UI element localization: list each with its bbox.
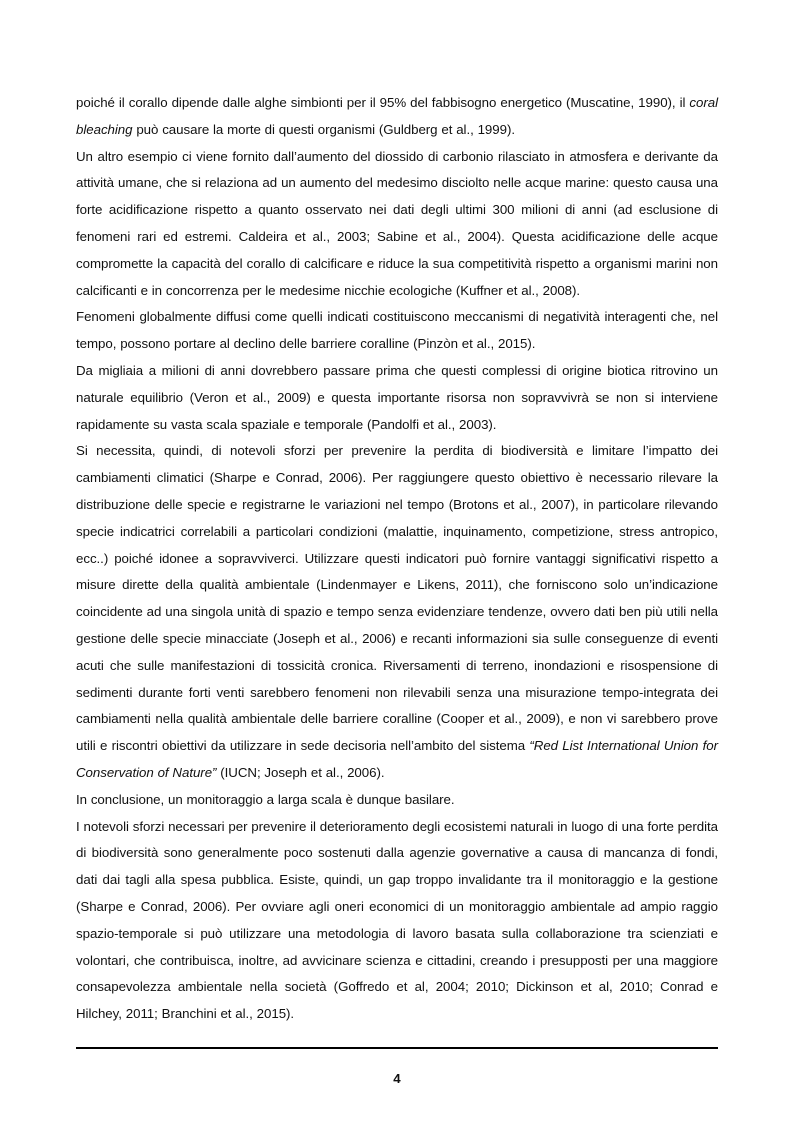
paragraph-5-text-b: (IUCN; Joseph et al., 2006). [216,764,385,780]
paragraph-3 [76,304,718,358]
paragraph-5-text-a: Si necessita, quindi, di notevoli sforzi per prevenire la perdita di biodiversità e limitare l’impatto dei cambiamenti climatici (Sharpe e Conrad, 2006). Per raggiungere questo obiettivo è necessario rilevare la distribuzione delle specie e registrarne le variazioni nel tempo (Brotons et al., 2007), in particolare rilevando specie indicatrici correlabili a particolari condizioni (malattie, inquinamento, competizione, stress antropico, ecc..) poiché idonee a sopravviverci. Utilizzare questi indicatori può fornire vantaggi significativi rispetto a misure dirette della qualità ambientale (Lindenmayer e Likens, 2011), che forniscono solo un’indicazione coincidente ad una singola unità di spazio e tempo senza evidenziare tendenze, ovvero dati ben più utili nella gestione delle specie minacciate (Joseph et al., 2006) e recanti informazioni sia sulle conseguenze di eventi acuti che sulle manifestazioni di tossicità cronica. Riversamenti di terreno, inondazioni e risospensione di sedimenti durante forti venti sarebbero fenomeni non rilevabili senza una misurazione tempo-integrata dei cambiamenti nella qualità ambientale delle barriere coralline (Cooper et al., 2009), e non vi sarebbero prove utili e riscontri obiettivi da utilizzare in sede decisoria nell’ambito del sistema [76,443,718,754]
paragraph-6-text: In conclusione, un monitoraggio a larga scala è dunque basilare. [76,791,455,807]
paragraph-1-text-a: poiché il corallo dipende dalle alghe simbionti per il 95% del fabbisogno energetico (Muscatine, 1990), il [76,95,690,110]
footer-divider [76,1047,718,1049]
paragraph-7 [76,814,718,1028]
paragraph-2 [76,144,718,305]
paragraph-6 [76,787,718,814]
paragraph-5 [76,438,718,786]
page-body [76,90,718,1028]
paragraph-1-text-b: può causare la morte di questi organismi (Guldberg et al., 1999). [132,121,515,137]
page-number: 4 [393,1071,401,1086]
paragraph-4-text: Da migliaia a milioni di anni dovrebbero passare prima che questi complessi di origine biotica ritrovino un naturale equilibrio (Veron et al., 2009) e questa importante risorsa non sopravvivrà se non si interviene rapidamente su vasta scala spaziale e temporale (Pandolfi et al., 2003). [76,362,718,432]
paragraph-2-text: Un altro esempio ci viene fornito dall’aumento del diossido di carbonio rilasciato in atmosfera e derivante da attività umane, che si relaziona ad un aumento del medesimo disciolto nelle acque marine: questo causa una forte acidificazione rispetto a quanto osservato nei dati degli ultimi 300 milioni di anni (ad esclusione di fenomeni rari ed estremi. Caldeira et al., 2003; Sabine et al., 2004). Questa acidificazione delle acque compromette la capacità del corallo di calcificare e riduce la sua competitività rispetto a organismi marini non calcificanti e in concorrenza per le medesime nicchie ecologiche (Kuffner et al., 2008). [76,148,718,298]
paragraph-1-italic-term: coral bleaching [76,95,718,137]
paragraph-5-italic-quote: “Red List International Union for Conservation of Nature” [76,738,718,780]
paragraph-3-text: Fenomeni globalmente diffusi come quelli indicati costituiscono meccanismi di negatività interagenti che, nel tempo, possono portare al declino delle barriere coralline (Pinzòn et al., 2015). [76,309,718,352]
paragraph-4 [76,358,718,438]
paragraph-1 [76,90,718,144]
paragraph-7-text: I notevoli sforzi necessari per prevenire il deterioramento degli ecosistemi naturali in luogo di una forte perdita di biodiversità sono generalmente poco sostenuti dalla agenzie governative a causa di mancanza di fondi, dati dai tagli alla spesa pubblica. Esiste, quindi, un gap troppo invalidante tra il monitoraggio e la gestione (Sharpe e Conrad, 2006). Per ovviare agli oneri economici di un monitoraggio ambientale ad ampio raggio spazio-temporale si può utilizzare una metodologia di lavoro basata sulla collaborazione tra scienziati e volontari, che contribuisca, inoltre, ad avvicinare scienza e cittadini, creando i presupposti per una maggiore consapevolezza ambientale nella società (Goffredo et al, 2004; 2010; Dickinson et al, 2010; Conrad e Hilchey, 2011; Branchini et al., 2015). [76,818,718,1022]
